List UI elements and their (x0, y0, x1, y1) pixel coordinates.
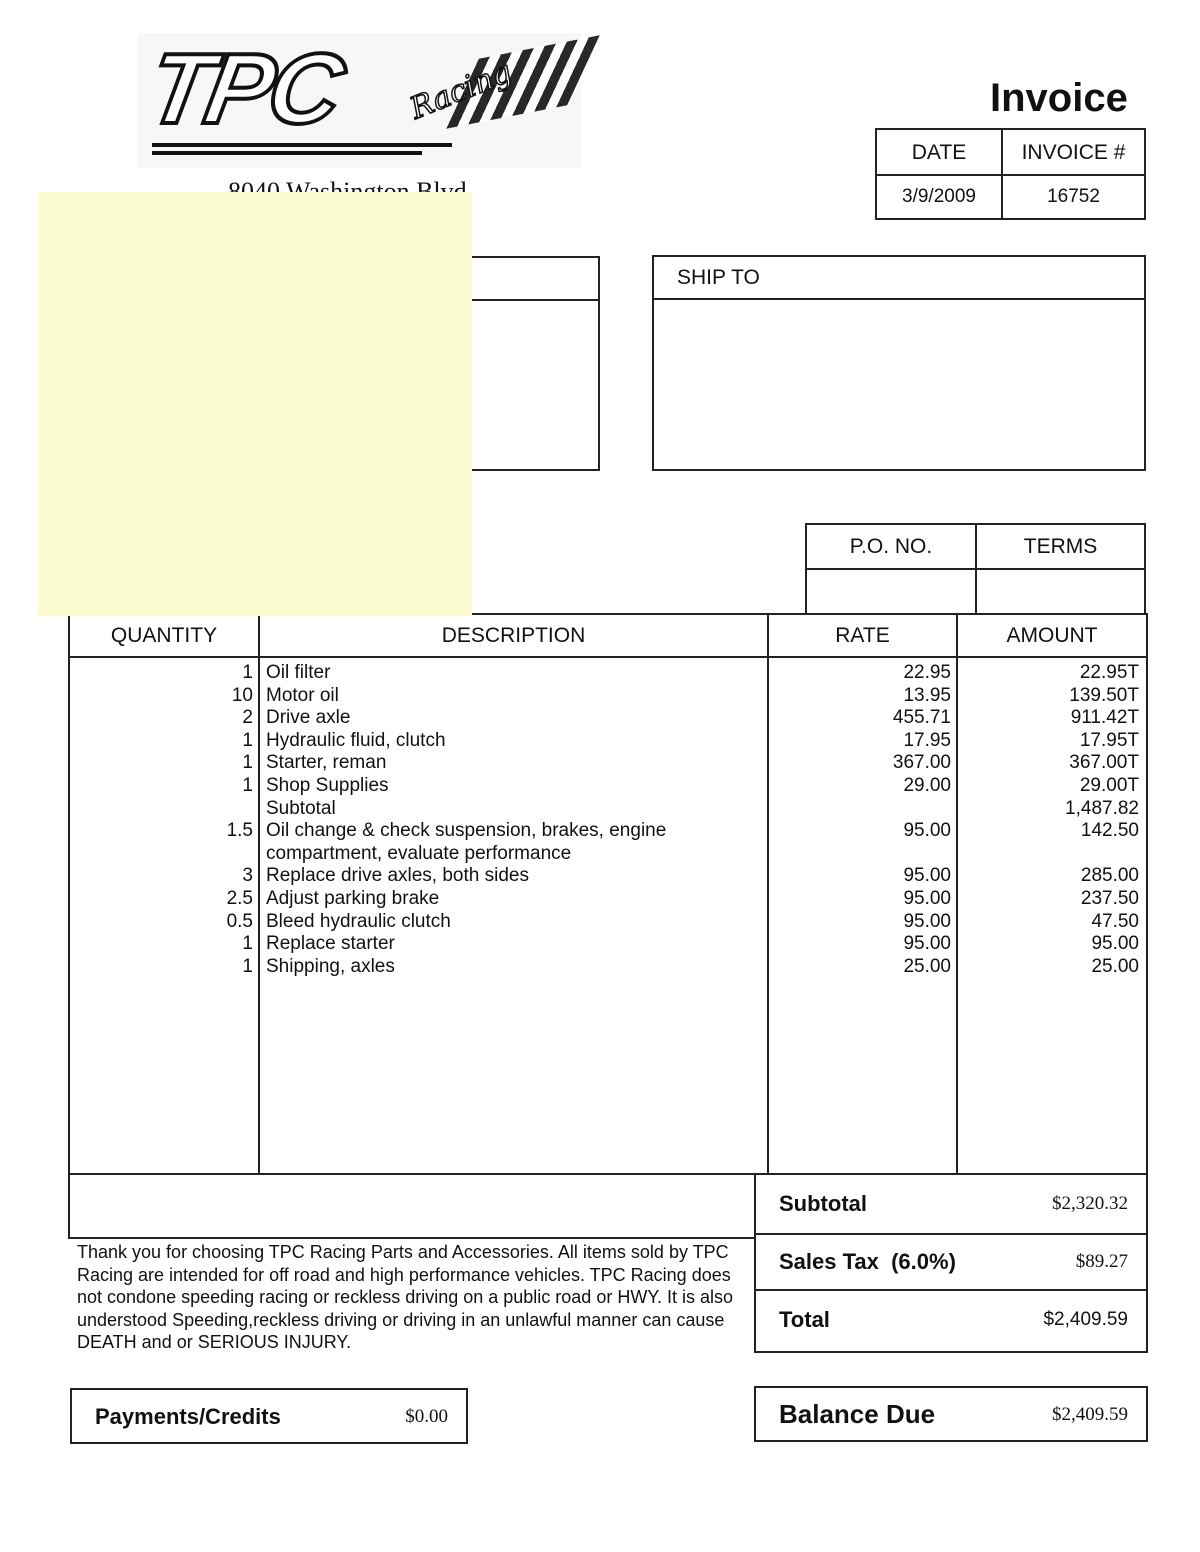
item-description: compartment, evaluate performance (266, 842, 572, 864)
item-quantity: 1 (242, 933, 253, 955)
company-address (228, 178, 467, 192)
item-amount: 29.00T (1079, 775, 1139, 796)
item-description: Bleed hydraulic clutch (266, 910, 451, 932)
invoice-number-label: INVOICE # (1021, 141, 1126, 164)
item-rate: 95.00 (903, 933, 951, 955)
total-label: Total (779, 1307, 830, 1332)
subtotal-label: Subtotal (779, 1191, 867, 1216)
item-amount: 139.50T (1069, 684, 1139, 706)
item-quantity: 1 (242, 775, 253, 796)
item-description: Oil change & check suspension, brakes, engine (266, 820, 667, 842)
item-quantity: 2 (242, 707, 253, 729)
logo-underline (152, 151, 422, 155)
sticky-note (38, 192, 472, 616)
invoice-date: 3/9/2009 (902, 186, 976, 207)
item-quantity: 10 (231, 684, 253, 706)
item-description: Motor oil (266, 684, 339, 706)
item-rate: 95.00 (903, 820, 951, 842)
sales-tax-value: $89.27 (1075, 1251, 1128, 1272)
total-value: $2,409.59 (1043, 1309, 1128, 1330)
item-quantity: 1.5 (226, 820, 253, 842)
item-rate: 367.00 (892, 752, 951, 774)
item-amount: 1,487.82 (1065, 797, 1139, 819)
item-quantity: 1 (242, 662, 253, 683)
item-amount: 367.00T (1069, 752, 1139, 774)
column-header-description: DESCRIPTION (441, 624, 586, 647)
sales-tax-label: Sales Tax (6.0%) (779, 1249, 956, 1274)
item-description: Replace drive axles, both sides (266, 865, 529, 887)
item-amount: 237.50 (1080, 888, 1139, 909)
item-amount: 95.00 (1091, 933, 1139, 955)
payments-credits-label: Payments/Credits (95, 1404, 281, 1429)
item-amount: 22.95T (1079, 662, 1139, 683)
message-box (68, 1173, 756, 1239)
item-description: Shop Supplies (266, 775, 389, 796)
item-quantity: 1 (242, 729, 253, 751)
invoice-number: 16752 (1047, 186, 1100, 207)
item-description: Oil filter (266, 662, 331, 683)
terms-label: TERMS (1023, 535, 1098, 558)
item-description: Subtotal (266, 797, 336, 819)
column-header-rate: RATE (835, 624, 890, 647)
item-rate: 455.71 (892, 707, 951, 729)
item-rate: 95.00 (903, 910, 951, 932)
document-title: Invoice (990, 76, 1128, 120)
item-amount: 17.95T (1079, 729, 1139, 751)
po-number-label: P.O. NO. (849, 535, 933, 558)
logo-wordmark: TPC (140, 33, 348, 145)
column-header-amount: AMOUNT (1006, 624, 1098, 647)
company-logo (138, 33, 581, 168)
item-rate: 29.00 (903, 775, 951, 796)
item-rate: 95.00 (903, 865, 951, 887)
item-description: Hydraulic fluid, clutch (266, 729, 446, 751)
ship-to-label: SHIP TO (677, 266, 760, 289)
item-amount: 285.00 (1080, 865, 1139, 887)
item-quantity: 1 (242, 955, 253, 977)
item-description: Replace starter (266, 933, 395, 955)
item-quantity: 3 (242, 865, 253, 887)
item-amount: 911.42T (1070, 707, 1139, 729)
item-quantity: 2.5 (226, 888, 253, 909)
item-rate: 95.00 (903, 888, 951, 909)
item-amount: 142.50 (1080, 820, 1139, 842)
item-description: Drive axle (266, 707, 351, 729)
payments-credits-value: $0.00 (405, 1406, 448, 1427)
item-quantity: 0.5 (226, 910, 253, 932)
item-description: Starter, reman (266, 752, 387, 774)
subtotal-value: $2,320.32 (1052, 1193, 1128, 1214)
item-amount: 25.00 (1091, 955, 1139, 977)
logo-underline (152, 143, 452, 147)
item-quantity: 1 (242, 752, 253, 774)
logo-script-text: Racing (405, 54, 517, 127)
item-rate: 13.95 (903, 684, 951, 706)
item-rate: 17.95 (903, 729, 951, 751)
item-rate: 22.95 (903, 662, 951, 683)
column-header-quantity: QUANTITY (110, 624, 218, 647)
item-description: Shipping, axles (266, 955, 395, 977)
disclaimer-note: Thank you for choosing TPC Racing Parts and Accessories. All items sold by TPC Racing are intended for off road and high performance vehicles. TPC Racing does not condone speeding racing or reckless driving on a public road or HWY. It is also understood Speeding,reckless driving or driving in an unlawful manner can cause DEATH and or SERIOUS INJURY. (77, 1242, 734, 1352)
item-amount: 47.50 (1091, 910, 1139, 932)
item-description: Adjust parking brake (266, 888, 440, 909)
balance-due-label: Balance Due (779, 1399, 936, 1429)
item-rate: 25.00 (903, 955, 951, 977)
balance-due-value: $2,409.59 (1052, 1404, 1128, 1425)
date-label: DATE (911, 141, 967, 164)
